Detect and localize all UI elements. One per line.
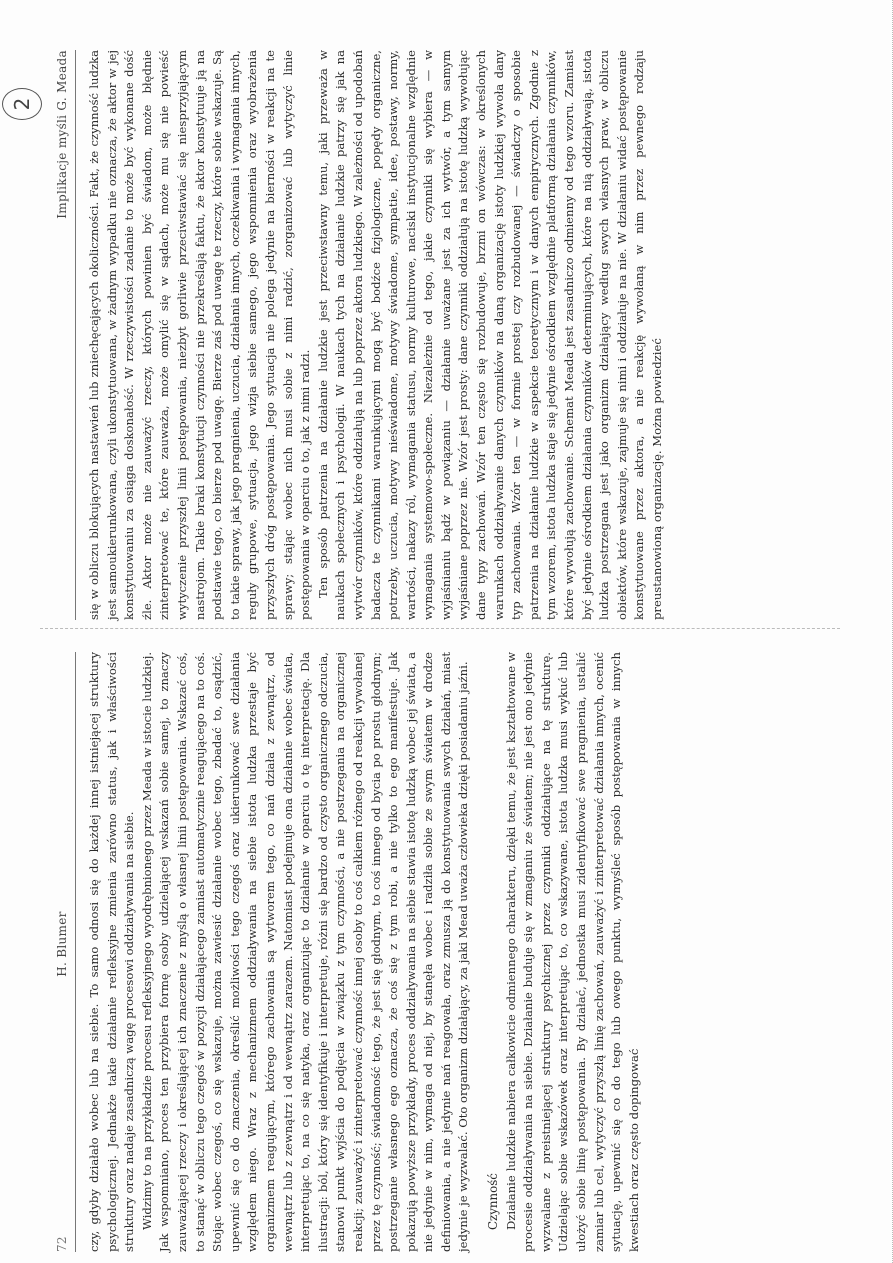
right-page [50, 50, 840, 620]
paragraph: czy, gdyby działało wobec lub na siebie. To samo odnosi się do każdej innej istniejącej struktury psychologicznej. Jednakże takie działanie refleksyjne zmienia zarówno status, jak i właściwości struktury oraz nadaje zasadniczą wagę procesowi oddziaływania na siebie. [87, 652, 137, 1252]
handwritten-page-mark [2, 88, 42, 120]
paragraph: Widzimy to na przykładzie procesu refleksyjnego wyodrębnionego przez Meada w istocie ludzkiej. Jak wspomniano, proces ten przybiera formę osoby udzielającej wskazań sobie samej, to znaczy zauważającej rzeczy i określającej ich znaczenie z myślą o własnej linii postępowania. Wskazać coś, to stanąć w obliczu tego czegoś w pozycji działającego zamiast automatycznie reagującego na to coś. Stojąc wobec czegoś, co się wskazuje, można zawiesić działanie wobec tego, zbadać to, osądzić, upewnić się co do znaczenia, określić możliwości tego czegoś oraz ukierunkować swe działania względem niego. Wraz z mechanizmem oddziaływania na siebie istota ludzka przestaje być organizmem reagującym, którego zachowania są wytworem tego, co nań działa z zewnątrz, od wewnątrz lub z zewnątrz i od wewnątrz zarazem. Natomiast podejmuje ona działanie wobec świata, interpretując to, na co się natyka, oraz organizując to działanie w oparciu o tę interpretację. Dla ilustracji: ból, który się identyfikuje i interpretuje, różni się bardzo od czysto organicznego odczucia, stanowi punkt wyjścia do podjęcia w związku z tym czynności, a nie postrzegania na organicznej reakcji; zauważyć i zinterpretować czynność innej osoby to coś całkiem różnego od reakcji wywołanej przez tę czynność; świadomość tego, że jest się głodnym, to coś innego od bycia po prostu głodnym; postrzeganie własnego ego oznacza, że coś się z tym robi, a nie tylko to ego manifestuje. Jak pokazują powyższe przykłady, proces oddziaływania na siebie stawia istotę ludzką wobec jej świata, a nie jedynie w nim, wymaga od niej, by stanęła wobec i radziła sobie ze swym światem w drodze definiowania, a nie jedynie nań reagowała, oraz zmusza ją do konstytuowania swych działań, miast jedynie je wyzwalać. Oto organizm działający, za jaki Mead uważa człowieka dzięki posiadaniu jaźni. [139, 652, 471, 1252]
section-heading: Czynność [486, 1173, 501, 1230]
left-page [50, 652, 840, 1252]
right-page-body [86, 50, 667, 620]
paragraph: Działanie ludzkie nabiera całkowicie odmiennego charakteru, dzięki temu, że jest kształtowane w procesie oddziaływania na siebie. Działanie buduje się w zmaganiu ze światem; nie jest ono jedynie wyzwalane z preistniejącej struktury psychicznej przez czynniki oddziałujące na tę strukturę. Udzielając sobie wskazówek oraz interpretując to, co wskazywane, istota ludzka musi wykuć lub ułożyć sobie linię postępowania. By działać, jednostka musi zidentyfikować swe pragnienia, ustalić zamiar lub cel, wytyczyć przyszłą linię zachowań, zauważyć i zinterpretować działania innych, ocenić sytuację, upewnić się co do tego lub owego punktu, wymyśleć sposób postępowania w innych kwestiach oraz często dopingować [503, 652, 641, 1252]
running-head-author: H. Blumer [55, 911, 70, 977]
paragraph: się w obliczu blokujących nastawień lub zniechęcających okoliczności. Fakt, że czynność ludzka jest samoukierunkowana, czyli ukonstytuowana, w żadnym wypadku nie oznacza, że aktor w jej konstytuowaniu za osiąga doskonałość. W rzeczywistości zadanie to może być wykonane dość źle. Aktor może nie zauważyć rzeczy, których powinien być świadom, może błędnie zinterpretować te, które zauważa, może omylić się w sądach, może mu się nie powieść wytyczenie przyszłej linii postępowania, niezbyt gorliwie przeciwstawiać się niesprzyjającym nastrojom. Takie braki konstytucji czynności nie przekreślają faktu, że aktor konstytuuje ją na podstawie tego, co bierze pod uwagę. Bierze zaś pod uwagę te rzeczy, które sobie wskazuje. Są to takie sprawy, jak jego pragnienia, uczucia, działania innych, oczekiwania i wymagania innych, reguły grupowe, sytuacja, jego wizja siebie samego, jego wspomnienia oraz wyobrażenia przyszłych dróg postępowania. Jego sytuacja nie polega jedynie na bierności w reakcji na te sprawy; stając wobec nich musi sobie z nimi radzić, zorganizować lub wytyczyć linie postępowania w oparciu o to, jak z nimi radzi. [87, 50, 313, 620]
page-gutter [40, 628, 840, 629]
page-number: 72 [55, 1236, 70, 1252]
running-head-right [50, 50, 76, 620]
running-head-title: Implikacje myśli G. Meada [55, 50, 70, 219]
running-head-left [50, 652, 76, 1252]
paragraph: Ten sposób patrzenia na działanie ludzkie jest przeciwstawny temu, jaki przeważa w naukach społecznych i psychologii. W naukach tych na działanie ludzkie patrzy się jak na wytwór czynników, które oddziałują na lub poprzez aktora ludzkiego. W zależności od upodobań badacza te czynnikami warunkującymi mogą być bodźce fizjologiczne, popędy organiczne, potrzeby, uczucia, motywy nieświadome, motywy świadome, sympatie, idee, postawy, normy, wartości, nakazy ról, wymagania statusu, normy kulturowe, naciski instytucjonalne względnie wymagania systemowo-społeczne. Niezależnie od tego, jakie czynniki się wybiera — w wyjaśnianiu bądź w powiązaniu — działanie uważane jest za ich wytwór, a tym samym wyjaśniane poprzez nie. Wzór jest prosty: dane czynniki oddziałują na istotę ludzką wywołując dane typy zachowań. Wzór ten często się rozbudowuje, brzmi on wówczas: w określonych warunkach oddziaływanie danych czynników na daną organizację istoty ludzkiej wywoła dany typ zachowania. Wzór ten — w formie prostej czy rozbudowanej — świadczy o sposobie patrzenia na działanie ludzkie w aspekcie teoretycznym i w danych empirycznych. Zgodnie z tym wzorem, istota ludzka staje się jedynie ośrodkiem względnie platformą działania czynników, które wywołują zachowanie. Schemat Meada jest zasadniczo odmienny od tego wzoru. Zamiast być jedynie ośrodkiem działania czynników determinujących, które na nią oddziaływają, istota ludzka postrzegana jest jako organizm działający według swych własnych praw, w obliczu obiektów, które wskazuje, zajmuje się nimi i oddziałuje na nie. W działaniu widać postępowanie konstytuowane przez aktora, a nie reakcję wywołaną w nim przez pewnego rodzaju preustanowioną organizację. Można powiedzieć [315, 50, 664, 620]
left-page-body [86, 652, 643, 1252]
page-mark-number: 2 [10, 97, 34, 111]
